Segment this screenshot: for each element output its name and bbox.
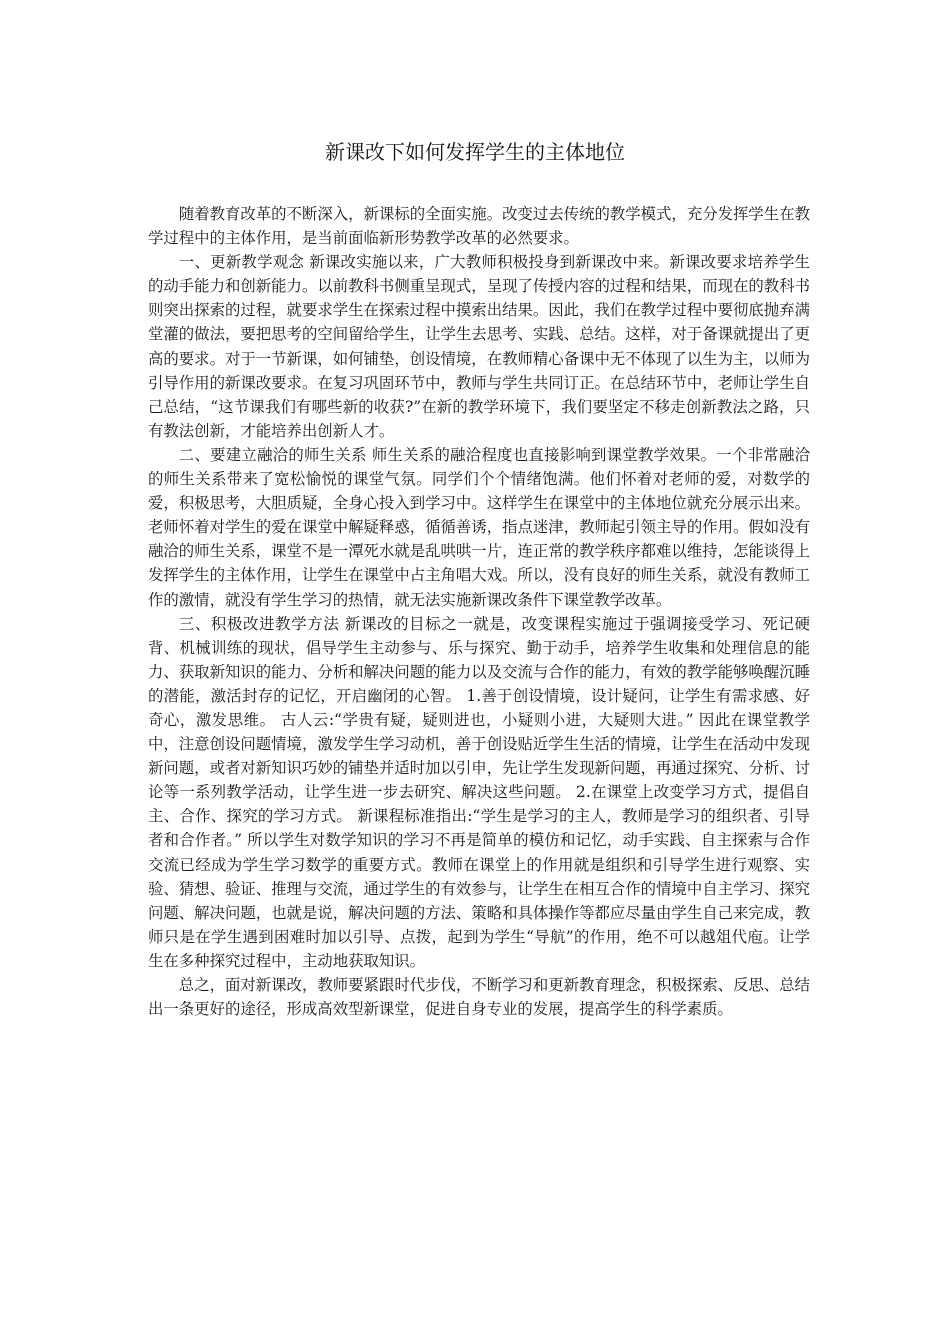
- paragraph-section-3: 三、积极改进教学方法 新课改的目标之一就是，改变课程实施过于强调接受学习、死记硬背、机械训练的现状，倡导学生主动参与、乐与探究、勤于动手，培养学生收集和处理信息的能力、获取新知识的能力、分析和解决问题的能力以及交流与合作的能力，有效的教学能够唤醒沉睡的潜能，激活封存的记忆，开启幽闭的心智。 1.善于创设情境，设计疑问，让学生有需求感、好奇心，激发思维。 古人云:“学贵有疑，疑则进也，小疑则小进，大疑则大进。” 因此在课堂教学中，注意创设问题情境，激发学生学习动机，善于创设贴近学生生活的情境，让学生在活动中发现新问题，或者对新知识巧妙的铺垫并适时加以引申，先让学生发现新问题，再通过探究、分析、讨论等一系列教学活动，让学生进一步去研究、解决这些问题。 2.在课堂上改变学习方式，提倡自主、合作、探究的学习方式。 新课程标准指出:“学生是学习的主人，教师是学习的组织者、引导者和合作者。” 所以学生对数学知识的学习不再是简单的模仿和记忆，动手实践、自主探索与合作交流已经成为学生学习数学的重要方式。教师在课堂上的作用就是组织和引导学生进行观察、实验、猜想、验证、推理与交流，通过学生的有效参与，让学生在相互合作的情境中自主学习、探究问题、解决问题，也就是说，解决问题的方法、策略和具体操作等都应尽量由学生自己来完成，教师只是在学生遇到困难时加以引导、点拨，起到为学生“导航”的作用，绝不可以越俎代庖。让学生在多种探究过程中，主动地获取知识。: [148, 614, 810, 970]
- paragraph-section-1: 一、更新教学观念 新课改实施以来，广大教师积极投身到新课改中来。新课改要求培养学生的动手能力和创新能力。以前教科书侧重呈现式，呈现了传授内容的过程和结果，而现在的教科书则突出探索的过程，就要求学生在探索过程中摸索出结果。因此，我们在教学过程中要彻底抛弃满堂灌的做法，要把思考的空间留给学生，让学生去思考、实践、总结。这样，对于备课就提出了更高的要求。对于一节新课，如何铺垫，创设情境，在教师精心备课中无不体现了以生为主，以师为引导作用的新课改要求。在复习巩固环节中，教师与学生共同订正。在总结环节中，老师让学生自己总结，“这节课我们有哪些新的收获?”在新的教学环境下，我们要坚定不移走创新教法之路，只有教法创新，才能培养出创新人才。: [148, 253, 810, 440]
- paragraph-section-2: 二、要建立融洽的师生关系 师生关系的融洽程度也直接影响到课堂教学效果。一个非常融洽的师生关系带来了宽松愉悦的课堂气氛。同学们个个情绪饱满。他们怀着对老师的爱，对数学的爱，积极思考，大胆质疑，全身心投入到学习中。这样学生在课堂中的主体地位就充分展示出来。老师怀着对学生的爱在课堂中解疑释惑，循循善诱，指点迷津，教师起引领主导的作用。假如没有融洽的师生关系，课堂不是一潭死水就是乱哄哄一片，连正常的教学秩序都难以维持，怎能谈得上发挥学生的主体作用，让学生在课堂中占主角唱大戏。所以，没有良好的师生关系，就没有教师工作的激情，就没有学生学习的热情，就无法实施新课改条件下课堂教学改革。: [148, 445, 810, 609]
- paragraph-conclusion: 总之，面对新课改，教师要紧跟时代步伐，不断学习和更新教育理念，积极探索、反思、总结出一条更好的途径，形成高效型新课堂，促进自身专业的发展，提高学生的科学素质。: [148, 976, 810, 1019]
- document-title: 新课改下如何发挥学生的主体地位: [325, 140, 625, 164]
- paragraph-intro: 随着教育改革的不断深入，新课标的全面实施。改变过去传统的教学模式，充分发挥学生在教学过程中的主体作用，是当前面临新形势教学改革的必然要求。: [148, 205, 810, 248]
- document-body: [148, 202, 810, 1021]
